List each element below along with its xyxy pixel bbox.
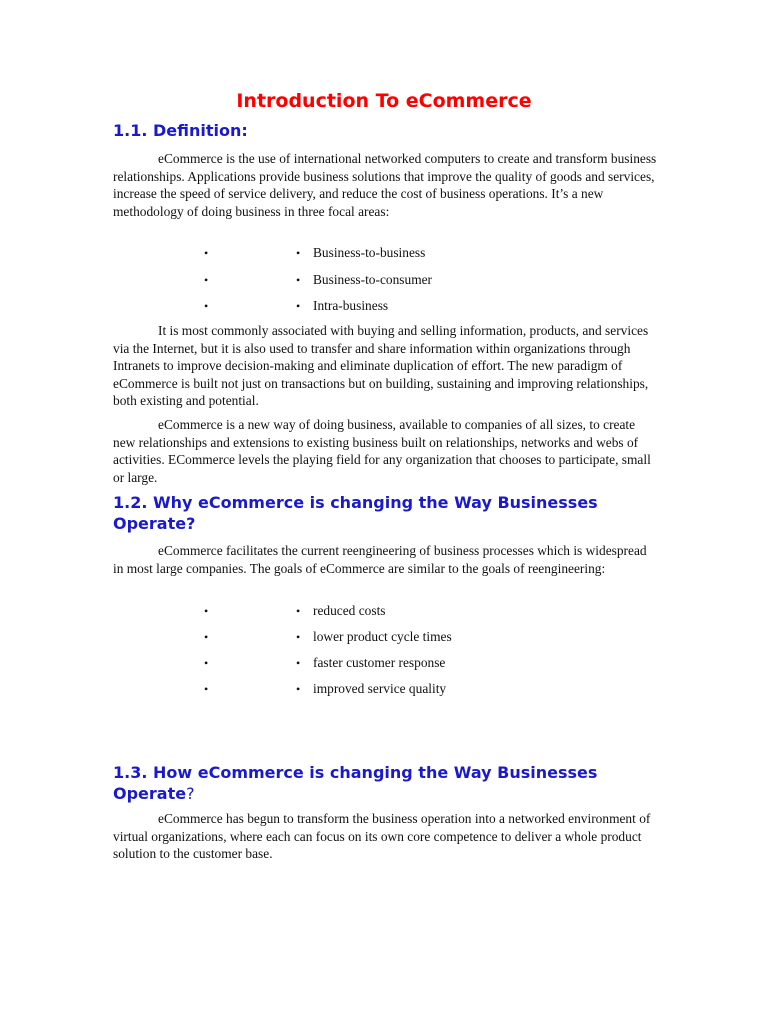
list-item bbox=[0, 602, 768, 620]
list-item-text: Intra-business bbox=[313, 298, 389, 313]
list-item bbox=[0, 244, 768, 262]
section-heading-definition: 1.1. Definition: bbox=[113, 121, 248, 140]
bullet-glyph: • bbox=[204, 656, 209, 670]
paragraph-association: It is most commonly associated with buying and selling information, products, and services via the Internet, but it is also used to transfer and share information within organizations through Intranets to improve decision-making and eliminate duplication of effort. The new paradigm of eCommerce is built not just on transactions but on building, sustaining and improving relationships, both existing and potential. bbox=[113, 323, 649, 408]
list-item bbox=[0, 271, 768, 289]
section-heading-how bbox=[113, 762, 673, 804]
paragraph-reengineering: eCommerce facilitates the current reengineering of business processes which is widespread in most large companies. The goals of eCommerce are similar to the goals of reengineering: bbox=[113, 543, 647, 576]
list-item bbox=[0, 654, 768, 672]
bullet-glyph: • bbox=[204, 299, 209, 313]
bullet-glyph: • bbox=[204, 682, 209, 696]
list-item-text: reduced costs bbox=[313, 603, 386, 618]
list-item bbox=[0, 680, 768, 698]
bullet-glyph: • bbox=[204, 246, 209, 260]
bullet-glyph: • bbox=[204, 630, 209, 644]
bullet-glyph: • bbox=[296, 656, 301, 670]
bullet-glyph: • bbox=[296, 682, 301, 696]
list-item-text: lower product cycle times bbox=[313, 629, 452, 644]
section-heading-how-suffix: ? bbox=[186, 784, 195, 803]
paragraph-new-way: eCommerce is a new way of doing business, available to companies of all sizes, to create new relationships and extensions to existing business built on relationships, networks and webs of activities. ECommerce levels the playing field for any organization that chooses to participate, small or large. bbox=[113, 417, 651, 485]
bullet-glyph: • bbox=[296, 273, 301, 287]
list-item-text: faster customer response bbox=[313, 655, 446, 670]
section-heading-how-text: 1.3. How eCommerce is changing the Way Businesses Operate bbox=[113, 763, 598, 803]
bullet-glyph: • bbox=[204, 273, 209, 287]
list-item-text: improved service quality bbox=[313, 681, 447, 696]
document-title: Introduction To eCommerce bbox=[236, 90, 532, 112]
section-heading-why: 1.2. Why eCommerce is changing the Way Businesses Operate? bbox=[113, 493, 598, 533]
paragraph-transform: eCommerce has begun to transform the business operation into a networked environment of virtual organizations, where each can focus on its own core competence to deliver a whole product solution to the customer base. bbox=[113, 811, 651, 861]
bullet-glyph: • bbox=[296, 246, 301, 260]
list-item-text: Business-to-business bbox=[313, 245, 426, 260]
list-item-text: Business-to-consumer bbox=[313, 272, 433, 287]
bullet-glyph: • bbox=[296, 630, 301, 644]
bullet-glyph: • bbox=[296, 299, 301, 313]
bullet-glyph: • bbox=[204, 604, 209, 618]
list-item bbox=[0, 297, 768, 315]
bullet-glyph: • bbox=[296, 604, 301, 618]
list-item bbox=[0, 628, 768, 646]
paragraph-definition: eCommerce is the use of international networked computers to create and transform business relationships. Applications provide business solutions that improve the quality of goods and services, increase the speed of service delivery, and reduce the cost of business operations. It’s a new methodology of doing business in three focal areas: bbox=[113, 151, 657, 219]
